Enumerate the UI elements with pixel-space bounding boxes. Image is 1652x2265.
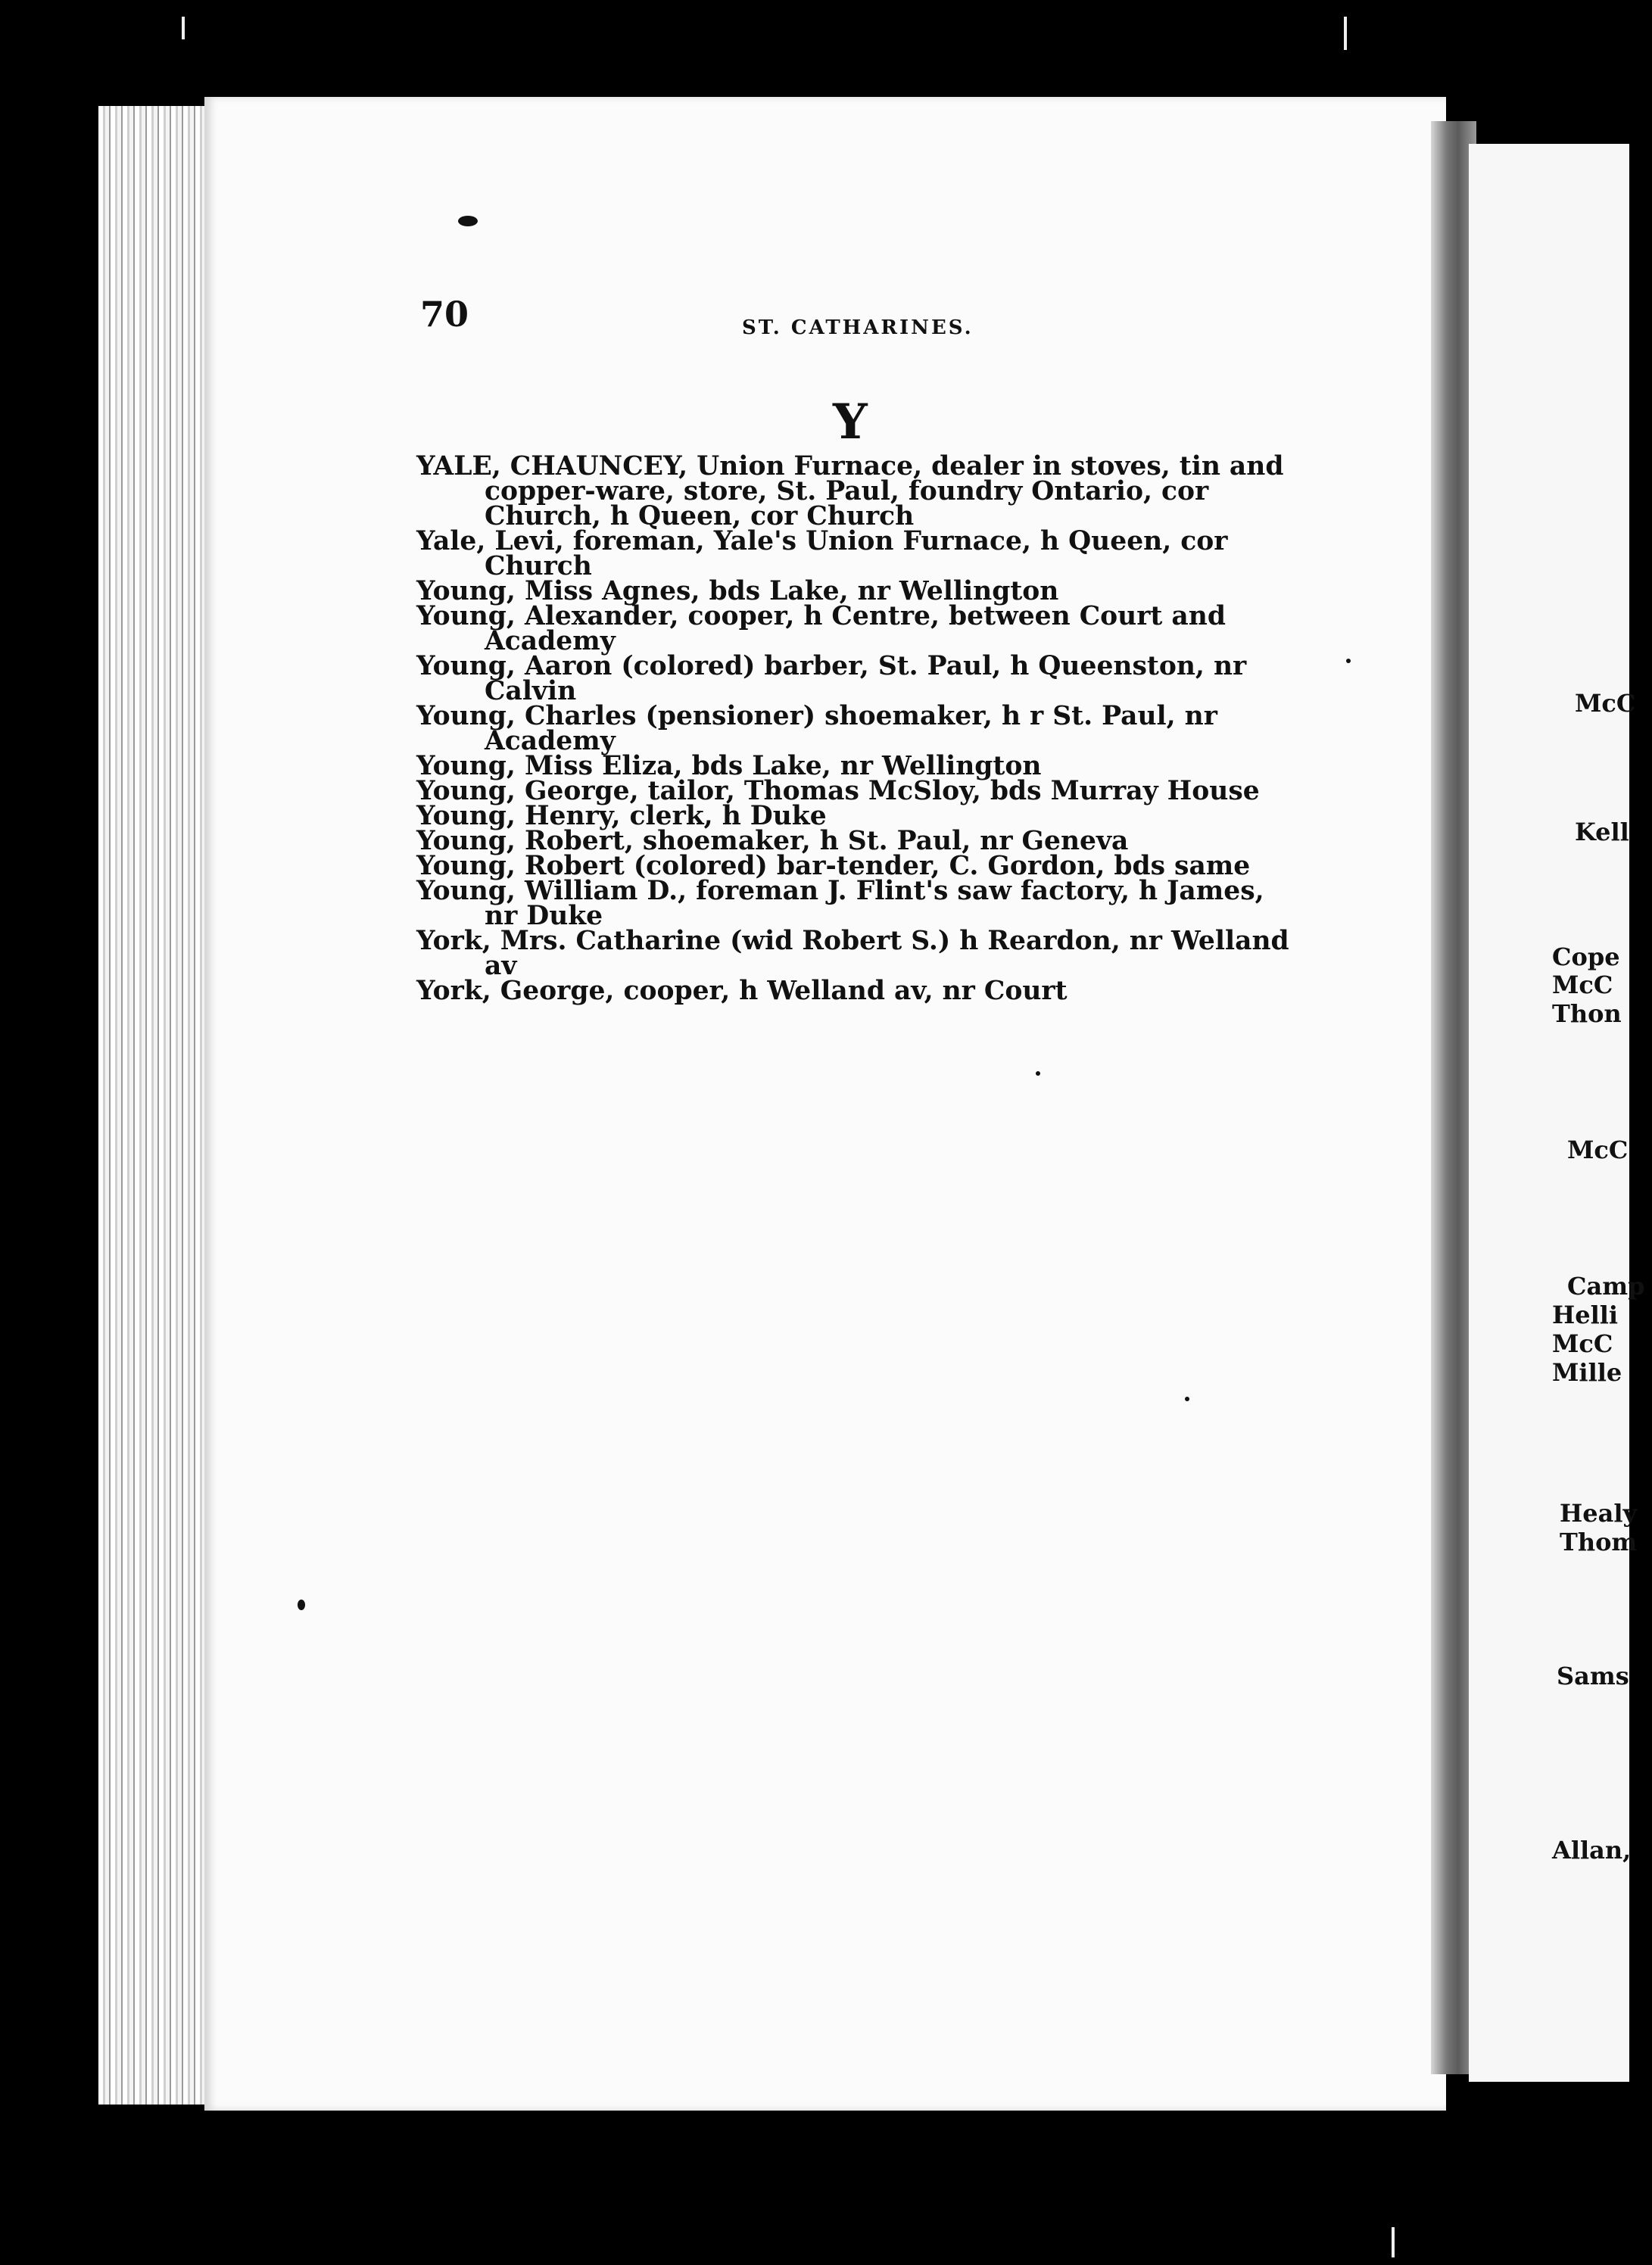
- directory-entry: York, George, cooper, h Welland av, nr Court: [416, 976, 1068, 1006]
- facing-page-fragment: Helli: [1552, 1301, 1619, 1329]
- facing-page-fragment: Thom: [1560, 1528, 1638, 1556]
- directory-entry: Young, Robert (colored) bar-tender, C. Gordon, bds same: [416, 851, 1251, 881]
- facing-page-fragment: McC: [1552, 970, 1613, 999]
- directory-entry: Young, George, tailor, Thomas McSloy, bds Murray House: [416, 776, 1260, 806]
- directory-entry: Yale, Levi, foreman, Yale's Union Furnace, h Queen, cor Church: [416, 526, 1228, 581]
- facing-page-fragment: Thon: [1552, 999, 1622, 1028]
- scan-tick: [182, 17, 185, 39]
- directory-entry: Young, Alexander, cooper, h Centre, between Court and Academy: [416, 601, 1226, 656]
- ink-speck: [458, 216, 478, 226]
- facing-page-fragment: Healy: [1560, 1499, 1638, 1528]
- facing-page-fragment: Cope: [1552, 942, 1620, 971]
- facing-page-fragment: Mille: [1552, 1358, 1622, 1387]
- facing-page-fragment: McC: [1575, 689, 1636, 718]
- facing-page-text: [1552, 0, 1645, 2265]
- facing-page-fragment: Allan,: [1552, 1836, 1632, 1865]
- section-letter: Y: [833, 394, 868, 450]
- facing-page-fragment: McC: [1552, 1329, 1613, 1358]
- page-edges: [98, 106, 212, 2105]
- facing-page-fragment: Kell: [1575, 818, 1629, 846]
- ink-speck: [1036, 1071, 1040, 1076]
- running-head-title: ST. CATHARINES.: [742, 316, 974, 339]
- facing-page-fragment: Camp: [1567, 1272, 1645, 1301]
- ink-speck: [298, 1600, 305, 1610]
- directory-entry: Young, William D., foreman J. Flint's saw factory, h James, nr Duke: [416, 876, 1264, 931]
- directory-entries: [416, 451, 1302, 1006]
- facing-page-fragment: Sams: [1557, 1662, 1629, 1690]
- page-number: 70: [420, 294, 469, 335]
- directory-entry: Young, Robert, shoemaker, h St. Paul, nr Geneva: [416, 826, 1129, 856]
- left-page: [204, 97, 1446, 2111]
- scan-tick: [1392, 2227, 1395, 2257]
- facing-page-fragment: McC: [1567, 1136, 1629, 1164]
- directory-entry: Young, Aaron (colored) barber, St. Paul, h Queenston, nr Calvin: [416, 651, 1247, 706]
- scan-tick: [1344, 17, 1347, 50]
- directory-entry: Young, Charles (pensioner) shoemaker, h r St. Paul, nr Academy: [416, 701, 1217, 756]
- directory-entry: Young, Miss Eliza, bds Lake, nr Wellington: [416, 751, 1042, 781]
- directory-entry: Young, Henry, clerk, h Duke: [416, 801, 827, 831]
- directory-entry: York, Mrs. Catharine (wid Robert S.) h Reardon, nr Welland av: [416, 926, 1289, 981]
- directory-entry: Young, Miss Agnes, bds Lake, nr Wellington: [416, 576, 1059, 606]
- ink-speck: [1185, 1397, 1189, 1401]
- ink-speck: [1346, 659, 1351, 663]
- directory-entry: YALE, CHAUNCEY, Union Furnace, dealer in stoves, tin and copper-ware, store, St. Paul, foundry Ontario, cor Church, h Queen, cor Church: [416, 451, 1284, 531]
